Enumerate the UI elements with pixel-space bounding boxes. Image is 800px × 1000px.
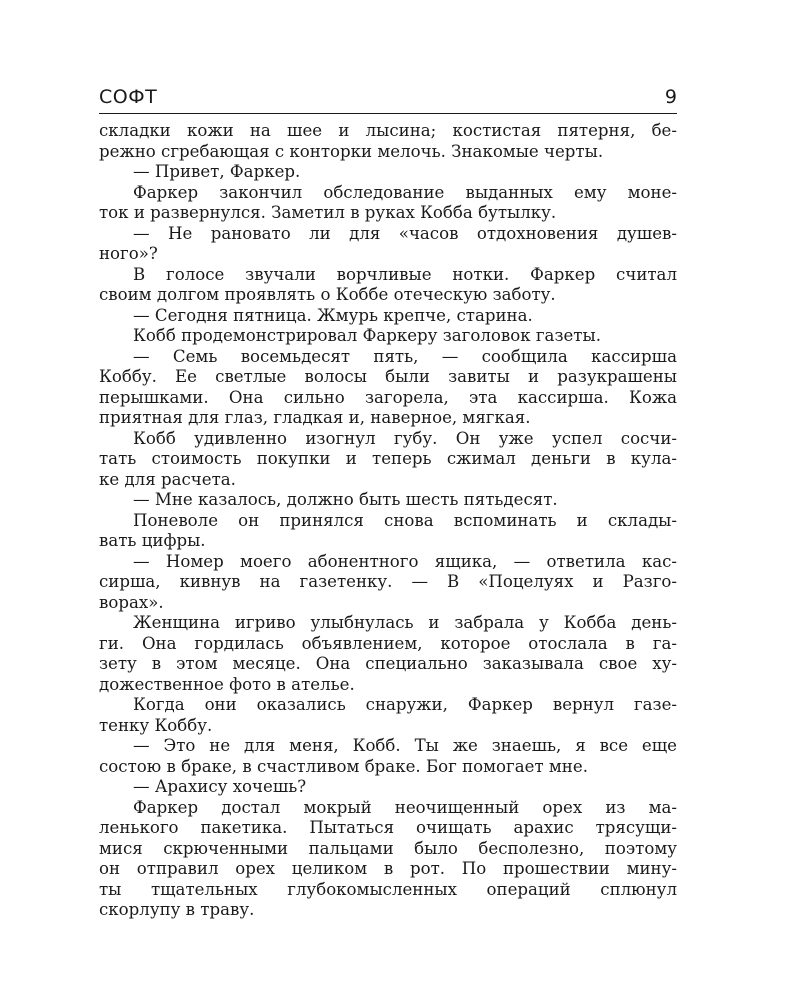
text-line: складки кожи на шее и лысина; костистая пятерня, бе- [99, 121, 677, 140]
text-line: — Номер моего абонентного ящика, — ответила кас- [133, 551, 677, 571]
text-line: Коббу. Ее светлые волосы были завиты и разукрашены [99, 367, 677, 386]
text-line: ворах». [99, 592, 164, 612]
text-line: тенку Коббу. [99, 715, 213, 735]
text-line: Кобб продемонстрировал Фаркеру заголовок газеты. [133, 326, 601, 345]
running-head [99, 84, 677, 110]
text-line: зету в этом месяце. Она специально заказывала свое ху- [99, 654, 677, 673]
text-line: вать цифры. [99, 531, 206, 550]
text-line: — Сегодня пятница. Жмурь крепче, старина. [133, 305, 533, 325]
text-line: ток и развернулся. Заметил в руках Кобба бутылку. [99, 203, 557, 222]
running-title: СОФТ [99, 86, 158, 108]
text-line: сирша, кивнув на газетенку. — В «Поцелуях и Разго- [99, 572, 677, 591]
text-line: В голосе звучали ворчливые нотки. Фаркер считал [133, 264, 677, 284]
header-rule [99, 113, 677, 114]
text-line: тать стоимость покупки и теперь сжимал деньги в кула- [99, 449, 677, 468]
text-line: Фаркер достал мокрый неочищенный орех из ма- [133, 797, 677, 817]
text-line: — Мне казалось, должно быть шесть пятьдесят. [133, 490, 558, 509]
text-line: Женщина игриво улыбнулась и забрала у Кобба день- [133, 613, 677, 632]
text-line: — Семь восемьдесят пять, — сообщила кассирша [133, 346, 677, 366]
text-line: Кобб удивленно изогнул губу. Он уже успел сосчи- [133, 428, 677, 448]
body-text [99, 121, 677, 921]
text-line: состою в браке, в счастливом браке. Бог помогает мне. [99, 756, 588, 776]
text-line: перышками. Она сильно загорела, эта кассирша. Кожа [99, 387, 677, 407]
text-line: ги. Она гордилась объявлением, которое отослала в га- [99, 633, 677, 653]
text-line: Фаркер закончил обследование выданных ему моне- [133, 182, 677, 202]
text-line: Когда они оказались снаружи, Фаркер вернул газе- [133, 695, 677, 714]
text-line: своим долгом проявлять о Коббе отеческую заботу. [99, 285, 556, 304]
text-line: — Не рановато ли для «часов отдохновения душев- [133, 223, 677, 243]
page-number: 9 [664, 86, 677, 108]
text-line: режно сгребающая с конторки мелочь. Знакомые черты. [99, 141, 604, 161]
text-line: Поневоле он принялся снова вспоминать и склады- [133, 510, 677, 530]
text-line: скорлупу в траву. [99, 900, 255, 919]
text-line: ленького пакетика. Пытаться очищать арахис трясущи- [99, 818, 677, 837]
text-line: — Привет, Фаркер. [133, 162, 301, 181]
text-line: ты тщательных глубокомысленных операций сплюнул [99, 879, 677, 899]
text-line: он отправил орех целиком в рот. По прошествии мину- [99, 859, 677, 878]
text-line: дожественное фото в ателье. [99, 674, 355, 694]
text-line: приятная для глаз, гладкая и, наверное, мягкая. [99, 408, 531, 427]
text-line: — Это не для меня, Кобб. Ты же знаешь, я все еще [133, 736, 677, 755]
text-line: ного»? [99, 244, 158, 263]
text-line: — Арахису хочешь? [133, 777, 307, 796]
text-line: ке для расчета. [99, 469, 236, 489]
text-line: мися скрюченными пальцами было бесполезно, поэтому [99, 838, 677, 858]
